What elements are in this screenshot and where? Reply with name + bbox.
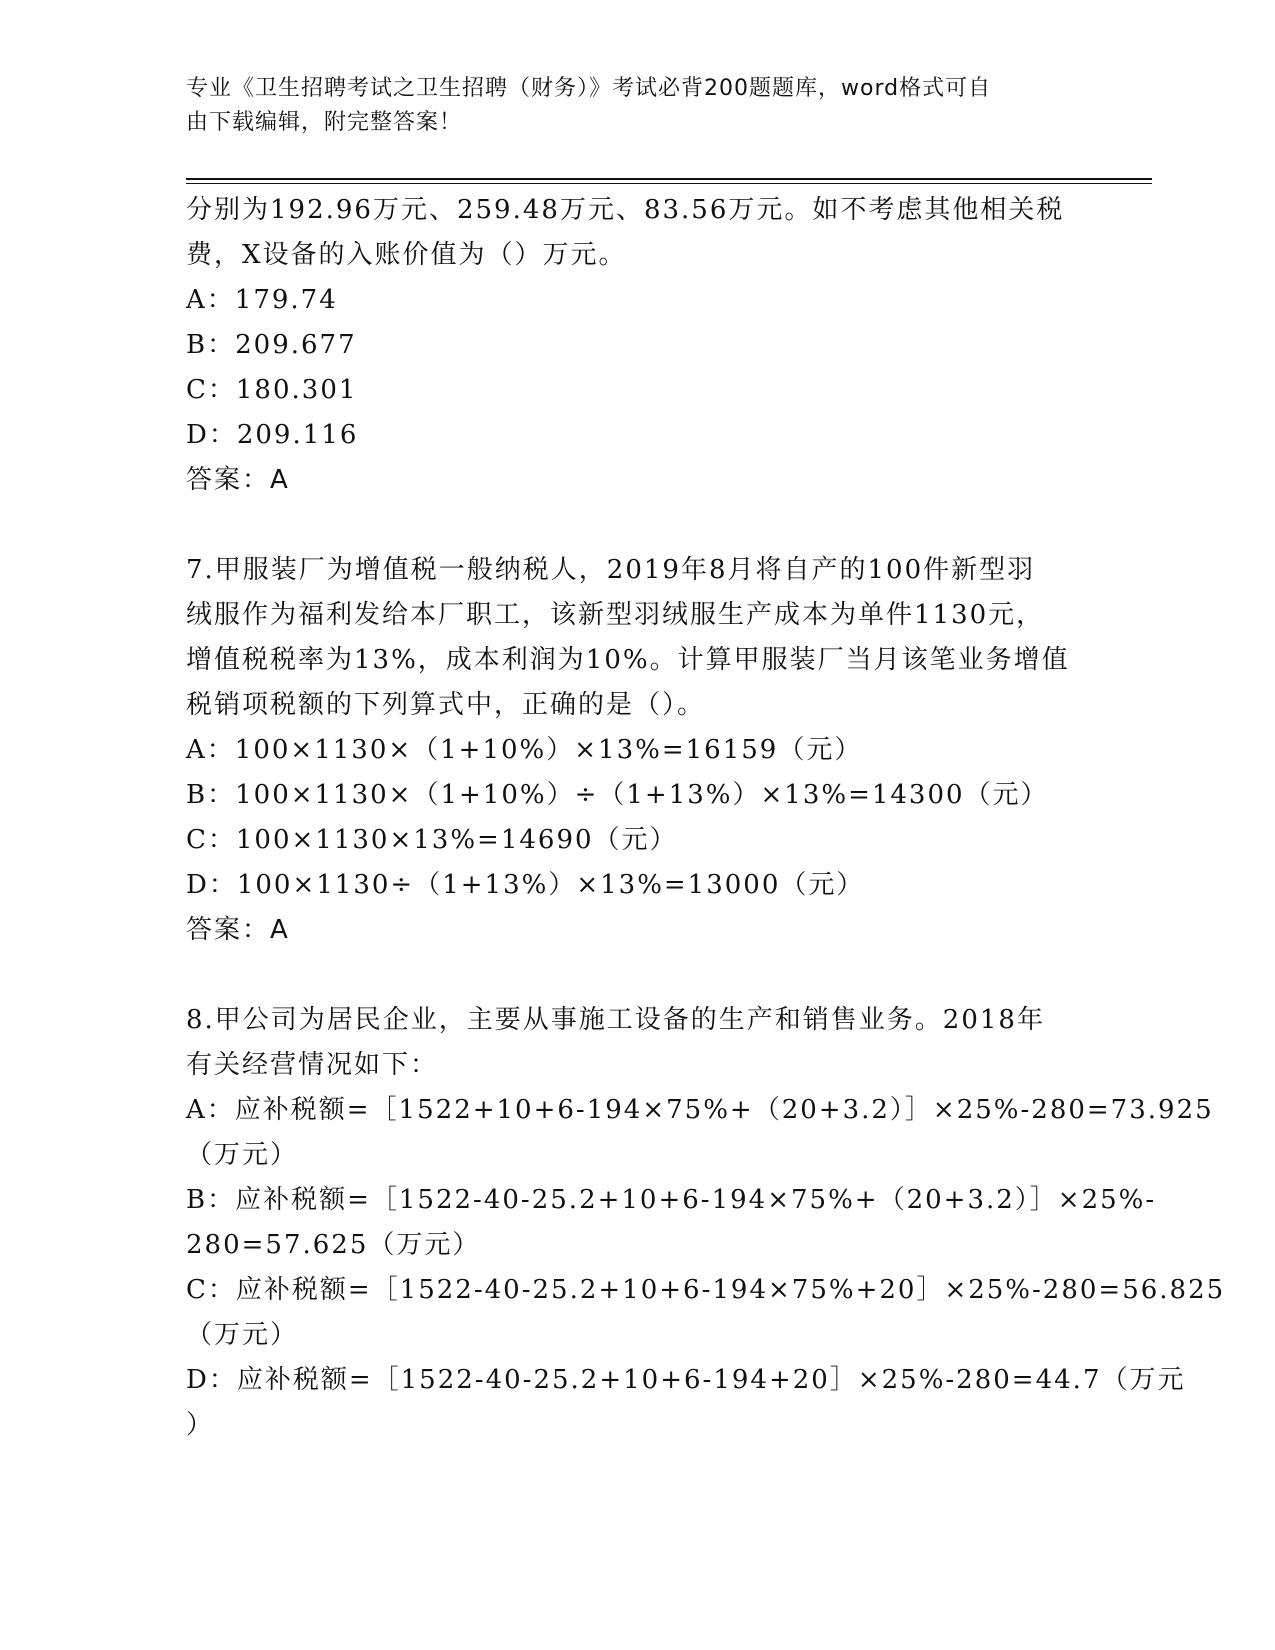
option-d: D：209.116 — [186, 420, 359, 450]
answer-line: 答案：A — [186, 915, 290, 945]
question-stem-line: 费，X设备的入账价值为（）万元。 — [186, 240, 627, 270]
option-a: A：100×1130×（1+10%）×13%=16159（元） — [186, 735, 863, 765]
option-c-continued: （万元） — [186, 1320, 299, 1350]
option-b: B：100×1130×（1+10%）÷（1+13%）×13%=14300（元） — [186, 780, 1049, 810]
header-line-1: 专业《卫生招聘考试之卫生招聘（财务）》考试必背200题题库，word格式可自 — [186, 76, 992, 101]
question-stem-line: 8.甲公司为居民企业，主要从事施工设备的生产和销售业务。2018年 — [186, 1005, 1045, 1035]
question-stem-line: 分别为192.96万元、259.48万元、83.56万元。如不考虑其他相关税 — [186, 195, 1065, 225]
option-a-continued: （万元） — [186, 1140, 299, 1170]
option-a: A：应补税额=［1522+10+6-194×75%+（20+3.2）］×25%-280=73.925 — [186, 1095, 1214, 1125]
question-6 — [186, 188, 1086, 503]
question-stem-line: 税销项税额的下列算式中，正确的是（）。 — [186, 690, 706, 720]
option-b-continued: 280=57.625（万元） — [186, 1230, 481, 1260]
question-7 — [186, 548, 1086, 953]
option-d-continued: ） — [186, 1410, 215, 1440]
question-stem-line: 增值税税率为13%，成本利润为10%。计算甲服装厂当月该笔业务增值 — [186, 645, 1070, 675]
option-d: D：应补税额=［1522-40-25.2+10+6-194+20］×25%-280=44.7（万元 — [186, 1365, 1186, 1395]
question-stem-line: 7.甲服装厂为增值税一般纳税人，2019年8月将自产的100件新型羽 — [186, 555, 1036, 585]
document-body — [186, 188, 1226, 1448]
option-b: B：209.677 — [186, 330, 357, 360]
question-stem-line: 绒服作为福利发给本厂职工，该新型羽绒服生产成本为单件1130元， — [186, 600, 1045, 630]
option-c: C：应补税额=［1522-40-25.2+10+6-194×75%+20］×25%-280=56.825 — [186, 1275, 1226, 1305]
answer-line: 答案：A — [186, 465, 290, 495]
option-c: C：180.301 — [186, 375, 358, 405]
header-divider-thin — [186, 183, 1152, 184]
header-divider-thick — [186, 178, 1152, 180]
question-8 — [186, 998, 1226, 1448]
document-header — [186, 72, 1066, 140]
option-a: A：179.74 — [186, 285, 338, 315]
header-line-2: 由下载编辑，附完整答案！ — [186, 110, 463, 135]
option-d: D：100×1130÷（1+13%）×13%=13000（元） — [186, 870, 865, 900]
option-b: B：应补税额=［1522-40-25.2+10+6-194×75%+（20+3.2）］×25%- — [186, 1185, 1157, 1215]
question-stem-line: 有关经营情况如下： — [186, 1050, 439, 1080]
option-c: C：100×1130×13%=14690（元） — [186, 825, 678, 855]
